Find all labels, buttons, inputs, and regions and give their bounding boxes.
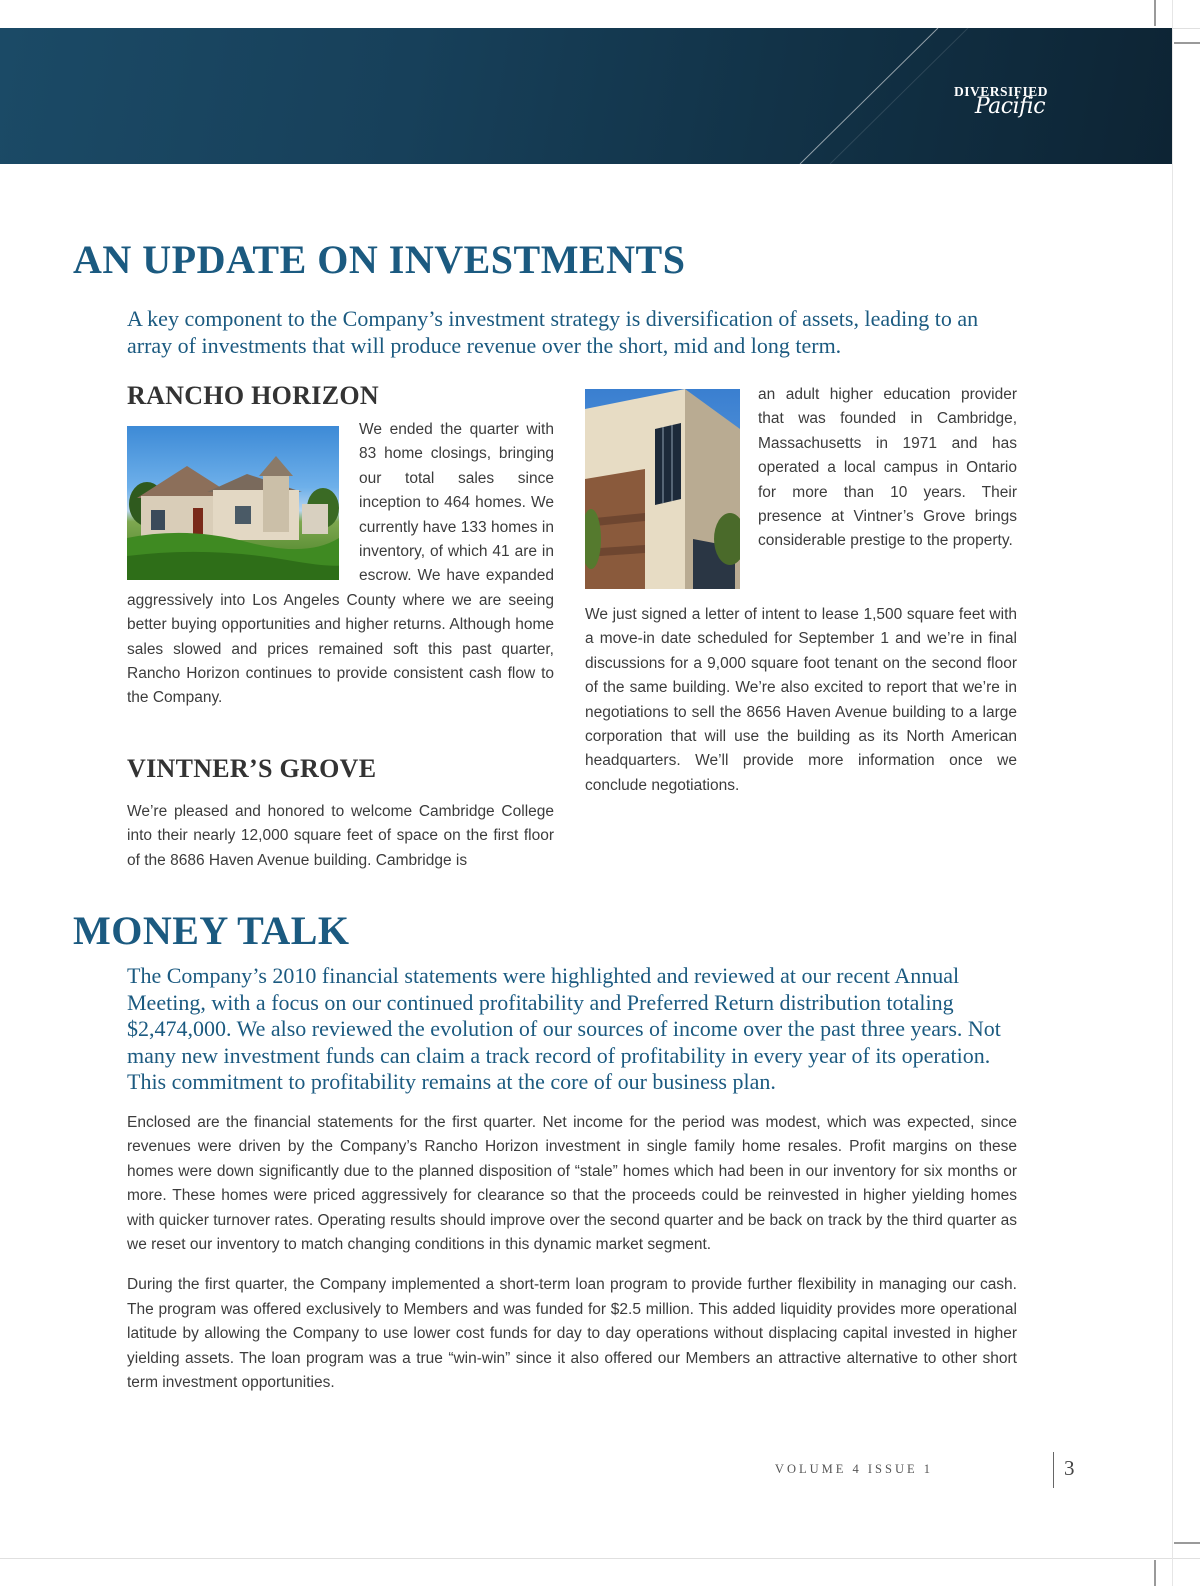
crop-mark-right-top bbox=[1174, 42, 1200, 44]
trim-line-bottom bbox=[0, 1558, 1200, 1559]
crop-mark-top bbox=[1154, 0, 1156, 26]
page-number: 3 bbox=[1064, 1456, 1075, 1480]
vintners-grove-text-1: We’re pleased and honored to welcome Cambridge College into their nearly 12,000 square feet of space on the first floor of the 8686 Haven Avenue building. Cambridge is bbox=[127, 803, 554, 869]
footer-divider bbox=[1053, 1452, 1054, 1488]
brand-logo bbox=[946, 84, 1056, 119]
header-band bbox=[0, 28, 1172, 164]
crop-mark-right-bottom bbox=[1174, 1542, 1200, 1544]
vintners-grove-text-2: an adult higher education provider that was founded in Cambridge, Massachusetts in 1971 and has operated a local campus in Ontario for more than 10 years. Their presence at Vintner’s Grove brings considerable prestige to the property. bbox=[758, 386, 1017, 550]
investments-title: AN UPDATE ON INVESTMENTS bbox=[73, 237, 686, 282]
issue-label: VOLUME 4 ISSUE 1 bbox=[774, 1462, 933, 1476]
rancho-horizon-section bbox=[127, 418, 554, 711]
brand-logo-line1: DIVERSIFIED bbox=[953, 84, 1049, 99]
crop-mark-bottom bbox=[1154, 1560, 1156, 1586]
brand-logo-line2: Pacific bbox=[974, 94, 1046, 119]
vintners-grove-title: VINTNER’S GROVE bbox=[127, 754, 377, 783]
rancho-horizon-title: RANCHO HORIZON bbox=[127, 381, 379, 410]
money-talk-body bbox=[127, 1111, 1017, 1411]
building-photo-icon bbox=[585, 389, 740, 589]
money-talk-lead: The Company’s 2010 financial statements were highlighted and reviewed at our recent Annual Meeting, with a focus on our continued profitability and Preferred Return distribution totaling $2,474,000. We also reviewed the evolution of our sources of income over the past three years. Not many new investment funds can claim a track record of profitability in every year of its operation. This commitment to profitability remains at the core of our business plan. bbox=[127, 963, 1001, 1094]
money-talk-paragraph-2: During the first quarter, the Company implemented a short-term loan program to provide further flexibility in managing our cash. The program was offered exclusively to Members and was funded for $2.5 million. This added liquidity provides more operational latitude by allowing the Company to use lower cost funds for day to day operations without displacing capital invested in higher yielding assets. The loan program was a true “win-win” since it also offered our Members an attractive alternative to other short term investment opportunities. bbox=[127, 1276, 1017, 1392]
investments-lead: A key component to the Company’s investment strategy is diversification of assets, leading to an array of investments that will produce revenue over the short, mid and long term. bbox=[127, 306, 979, 358]
vintners-grove-continued bbox=[585, 383, 1017, 798]
page-footer bbox=[774, 1452, 1080, 1492]
trim-line-right bbox=[1172, 0, 1173, 1586]
money-talk-paragraph-1: Enclosed are the financial statements for the first quarter. Net income for the period was modest, which was expected, since revenues were driven by the Company’s Rancho Horizon investment in single family home resales. Profit margins on these homes were down significantly due to the planned disposition of “stale” homes which had been in our inventory for six months or more. These homes were priced aggressively for clearance so that the proceeds could be reinvested in higher yielding homes with quicker turnover rates. Operating results should improve over the second quarter and be back on track by the third quarter as we reset our inventory to match changing conditions in this dynamic market segment. bbox=[127, 1114, 1017, 1254]
house-photo-icon bbox=[127, 426, 339, 580]
rancho-horizon-text: We ended the quarter with 83 home closings, bringing our total sales since inception to 464 homes. We currently have 133 homes in inventory, of which 41 are in escrow. We have expanded aggressively into Los Angeles County where we are seeing better buying opportunities and higher returns. Although home sales slowed and prices remained soft this past quarter, Rancho Horizon continues to provide consistent cash flow to the Company. bbox=[127, 421, 554, 707]
money-talk-title: MONEY TALK bbox=[73, 908, 350, 953]
vintners-grove-text-3: We just signed a letter of intent to lease 1,500 square feet with a move-in date scheduled for September 1 and we’re in final discussions for a 9,000 square foot tenant on the second floor of the same building. We’re also excited to report that we’re in negotiations to sell the 8656 Haven Avenue building to a large corporation that will use the building as its North American headquarters. We’ll provide more information once we conclude negotiations. bbox=[585, 606, 1017, 794]
